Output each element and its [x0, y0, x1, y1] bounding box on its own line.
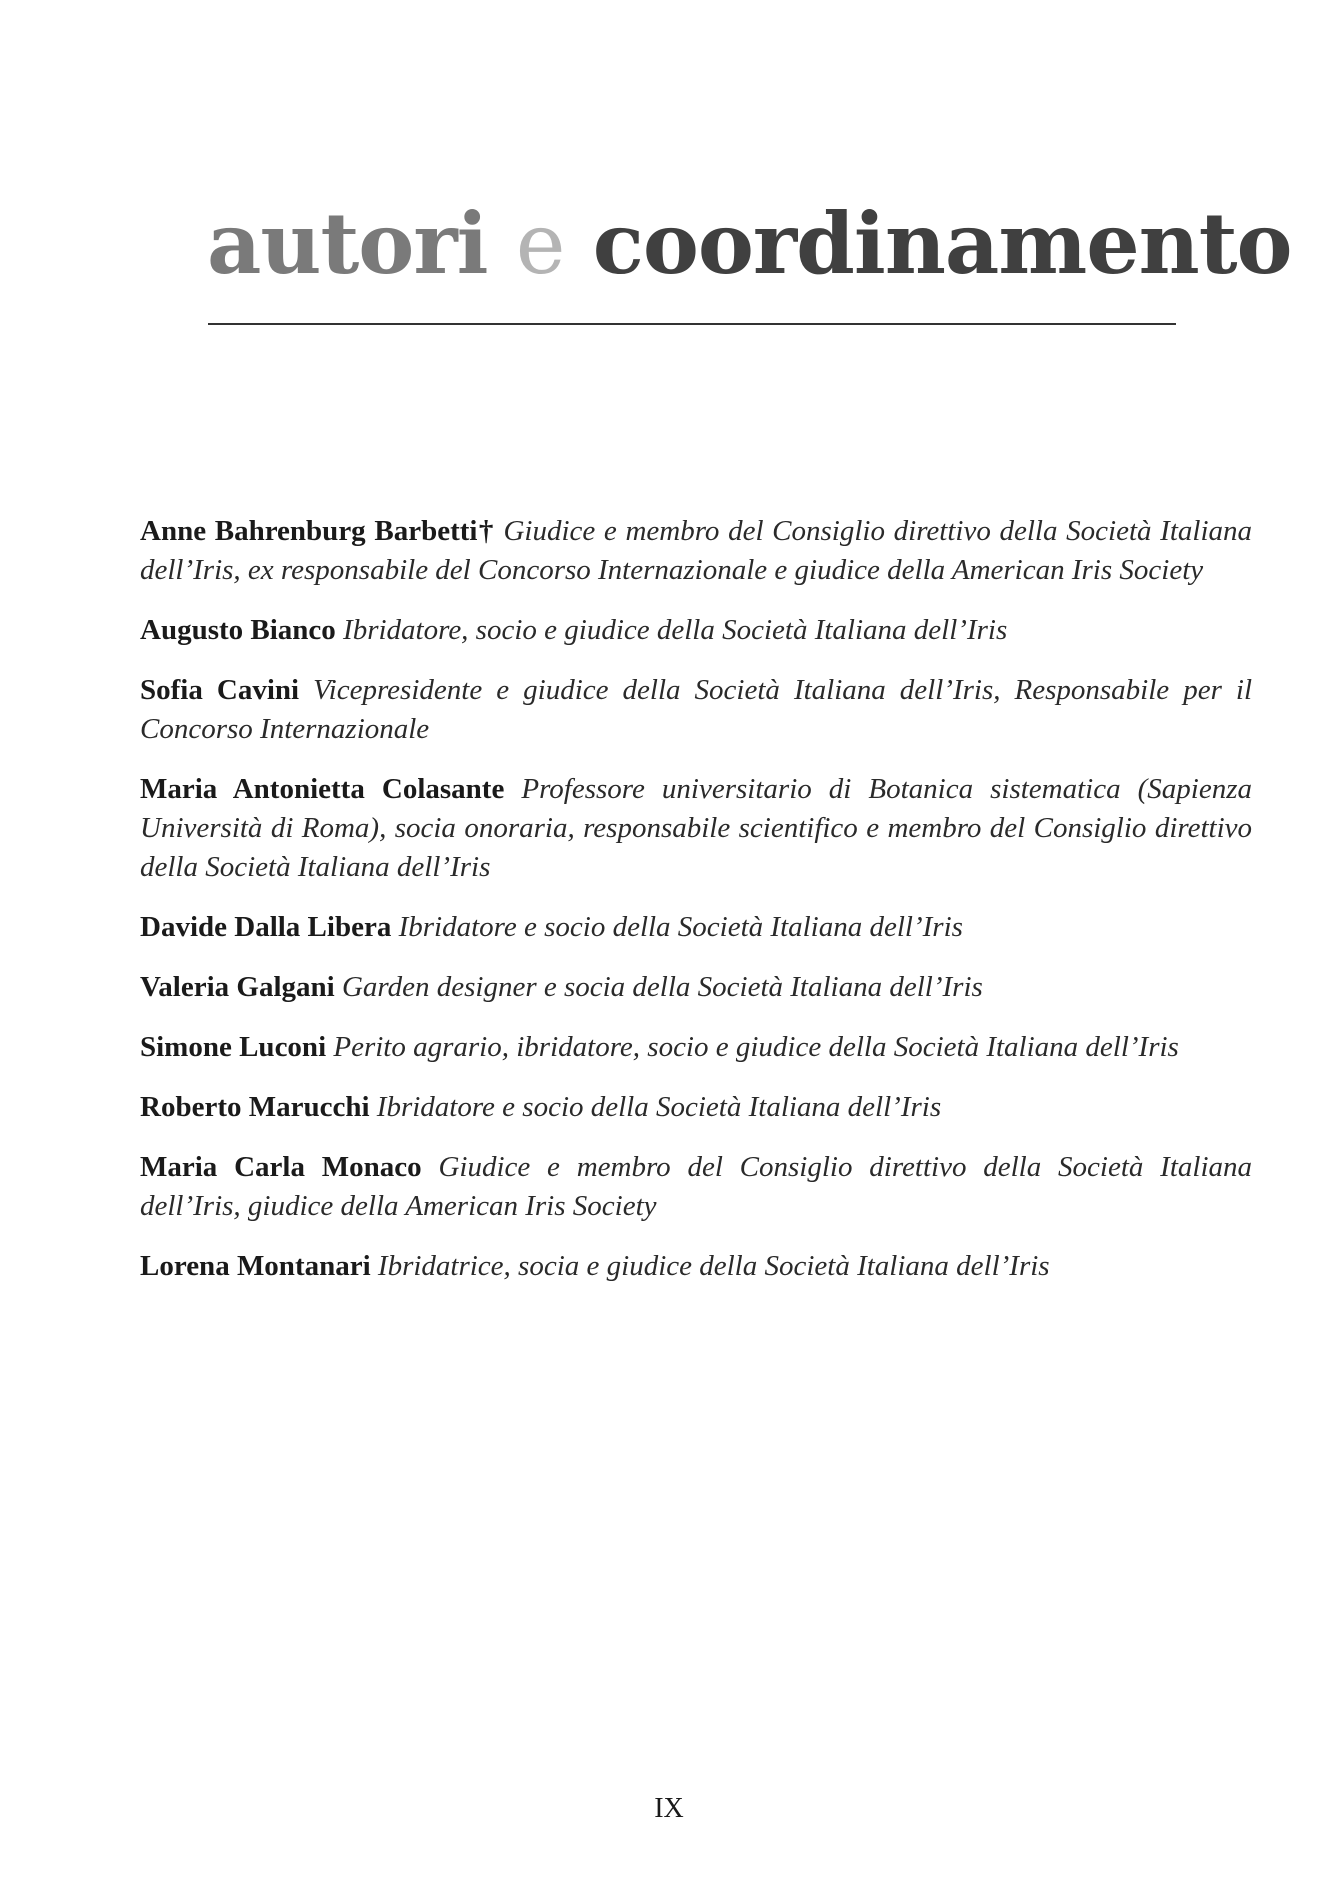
author-name: Maria Antonietta Colasante — [140, 773, 505, 805]
author-name: Valeria Galgani — [140, 971, 335, 1003]
author-entry-dalla-libera — [140, 908, 1252, 947]
author-role: Ibridatore, socio e giudice della Società Italiana dell’Iris — [343, 614, 1008, 646]
author-entry-barbetti — [140, 512, 1252, 590]
author-entry-colasante — [140, 770, 1252, 887]
author-name: Sofia Cavini — [140, 674, 300, 706]
author-name: Augusto Bianco — [140, 614, 336, 646]
author-entry-monaco — [140, 1148, 1252, 1226]
author-entry-montanari — [140, 1247, 1252, 1286]
title-divider — [208, 323, 1176, 325]
author-role: Garden designer e socia della Società Italiana dell’Iris — [341, 971, 983, 1003]
author-entry-marucchi — [140, 1088, 1252, 1127]
author-entry-bianco — [140, 611, 1252, 650]
author-name: Lorena Montanari — [140, 1250, 371, 1282]
authors-list — [140, 512, 1252, 1307]
author-role: Giudice e membro del Consiglio direttivo della Società Italiana dell’Iris, giudice della American Iris Society — [140, 1151, 1252, 1222]
author-name: Davide Dalla Libera — [140, 911, 392, 943]
author-entry-luconi — [140, 1028, 1252, 1067]
author-role: Giudice e membro del Consiglio direttivo della Società Italiana dell’Iris, ex responsabile del Concorso Internazionale e giudice della American Iris Society — [140, 515, 1253, 586]
author-name: Anne Bahrenburg Barbetti† — [140, 515, 495, 547]
title-word-coordinamento: coordinamento — [592, 194, 1292, 293]
title-word-autori: autori — [207, 194, 488, 293]
author-role: Ibridatore e socio della Società Italiana dell’Iris — [398, 911, 963, 943]
author-name: Simone Luconi — [140, 1031, 327, 1063]
author-role: Perito agrario, ibridatore, socio e giudice della Società Italiana dell’Iris — [333, 1031, 1179, 1063]
author-role: Vicepresidente e giudice della Società Italiana dell’Iris, Responsabile per il Concorso Internazionale — [140, 674, 1252, 745]
page-number: IX — [654, 1793, 684, 1824]
author-role: Ibridatrice, socia e giudice della Società Italiana dell’Iris — [377, 1250, 1050, 1282]
author-role: Professore universitario di Botanica sistematica (Sapienza Università di Roma), socia onoraria, responsabile scientifico e membro del Consiglio direttivo della Società Italiana dell’Iris — [140, 773, 1253, 883]
author-entry-galgani — [140, 968, 1252, 1007]
title-word-e: e — [515, 195, 565, 293]
page-title — [207, 194, 1292, 293]
author-name: Roberto Marucchi — [140, 1091, 370, 1123]
author-entry-cavini — [140, 671, 1252, 749]
author-role: Ibridatore e socio della Società Italiana dell’Iris — [376, 1091, 942, 1123]
author-name: Maria Carla Monaco — [140, 1151, 422, 1183]
